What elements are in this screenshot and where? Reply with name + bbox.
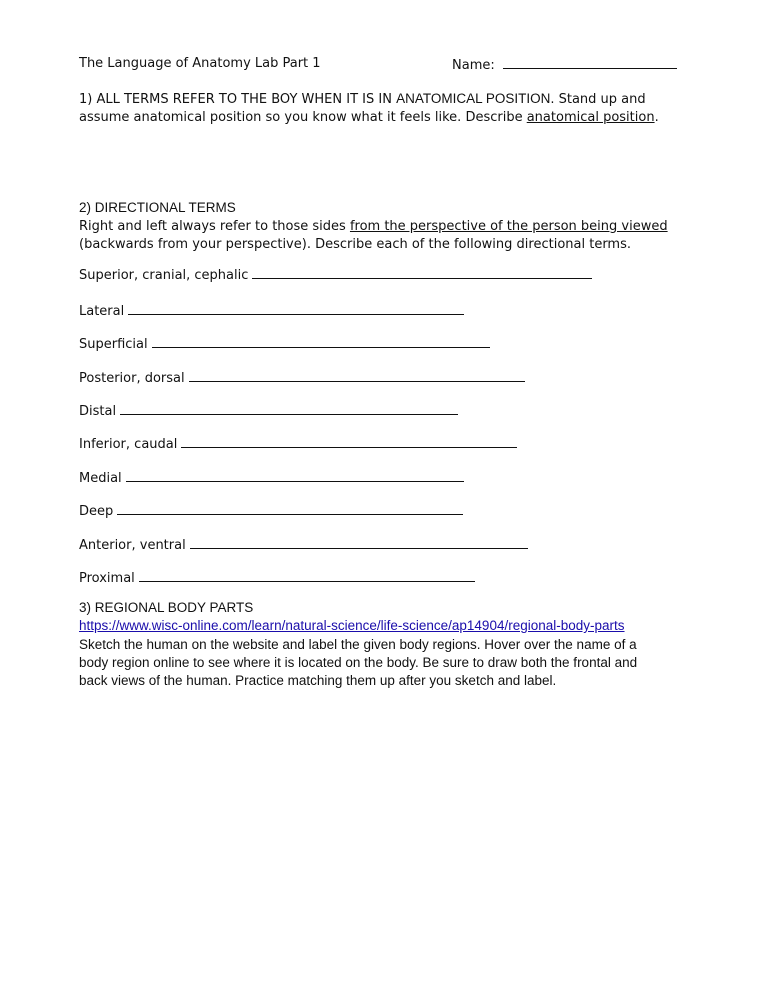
term-row (79, 502, 463, 519)
term-label: Lateral (79, 304, 125, 319)
answer-blank[interactable] (128, 302, 464, 315)
name-blank[interactable] (503, 56, 677, 69)
term-label: Proximal (79, 571, 135, 586)
term-label: Inferior, caudal (79, 437, 178, 452)
section-1 (79, 90, 679, 127)
answer-blank[interactable] (139, 569, 475, 582)
anatomical-position-underlined: anatomical position (526, 110, 655, 125)
term-row (79, 569, 475, 586)
regional-body-parts-link[interactable]: https://www.wisc-online.com/learn/natural-science/life-science/ap14904/regional-body-parts (79, 618, 625, 633)
term-label: Medial (79, 471, 122, 486)
section-2-heading: 2) DIRECTIONAL TERMS (79, 200, 236, 215)
term-row (79, 369, 525, 386)
term-row (79, 335, 490, 352)
section-3-instructions: Sketch the human on the website and label the given body regions. Hover over the name of a body region online to see where it is located on the body. Be sure to draw both the frontal and back views of the human. Practice matching them up after you sketch and label. (79, 637, 638, 688)
worksheet-title: The Language of Anatomy Lab Part 1 (79, 56, 321, 71)
term-row (79, 435, 517, 452)
answer-blank[interactable] (117, 502, 463, 515)
section-3-heading: 3) REGIONAL BODY PARTS (79, 600, 254, 615)
perspective-underlined: from the perspective of the person being viewed (349, 219, 668, 234)
anatomical-position-emphasis: ANATOMICAL POSITION (396, 91, 551, 106)
term-label: Superficial (79, 337, 148, 352)
section-1-line-1: 1) ALL TERMS REFER TO THE BOY WHEN IT IS IN ANATOMICAL POSITION. Stand up and (79, 91, 646, 107)
name-field (452, 56, 677, 73)
term-label: Superior, cranial, cephalic (79, 268, 249, 283)
term-row (79, 469, 464, 486)
answer-blank[interactable] (181, 435, 517, 448)
section-1-line-2: assume anatomical position so you know what it feels like. Describe anatomical position. (79, 110, 659, 125)
answer-blank[interactable] (120, 402, 458, 415)
name-label: Name: (452, 58, 495, 73)
answer-blank[interactable] (189, 369, 525, 382)
answer-blank[interactable] (126, 469, 464, 482)
term-label: Posterior, dorsal (79, 371, 185, 386)
term-label: Deep (79, 504, 114, 519)
answer-blank[interactable] (190, 536, 528, 549)
term-label: Distal (79, 404, 117, 419)
answer-blank[interactable] (252, 266, 592, 279)
term-row (79, 536, 528, 553)
term-row (79, 266, 592, 283)
section-2-intro: Right and left always refer to those sides from the perspective of the person being viewed (backwards from your perspective). Describe each of the following directional terms. (79, 219, 668, 252)
answer-blank[interactable] (152, 335, 490, 348)
term-row (79, 302, 464, 319)
term-label: Anterior, ventral (79, 538, 186, 553)
regional-body-parts-link-row (79, 618, 625, 634)
term-row (79, 402, 458, 419)
